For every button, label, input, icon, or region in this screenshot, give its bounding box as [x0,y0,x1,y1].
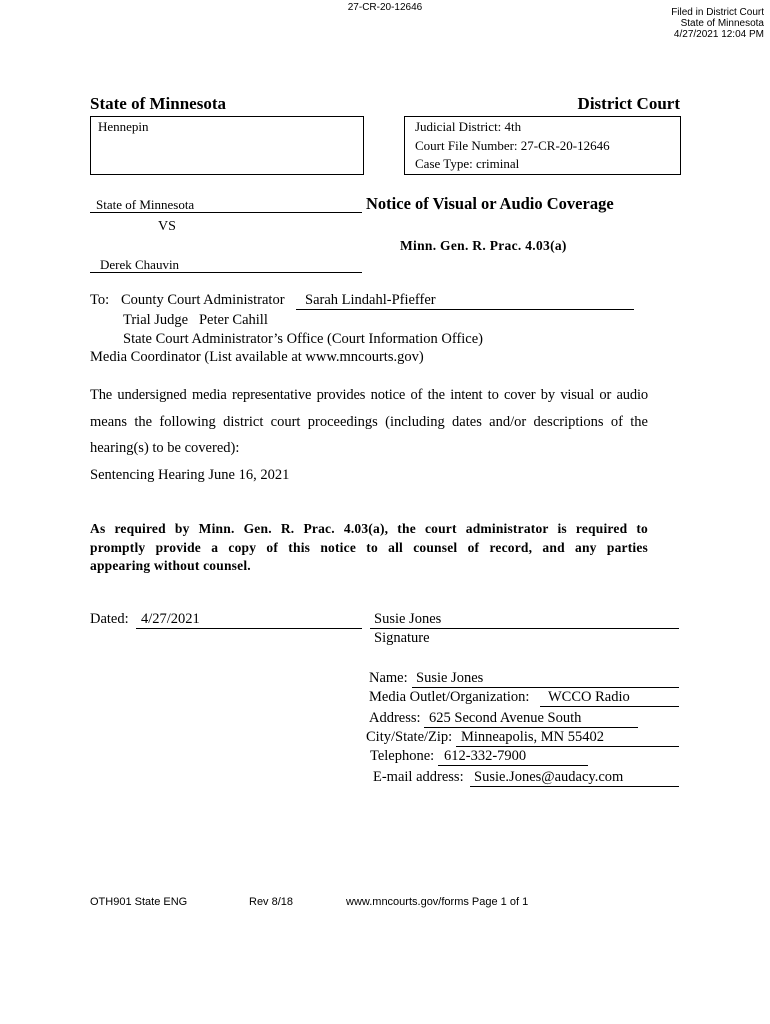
phone-line [438,748,588,766]
body-line-3: hearing(s) to be covered): [90,440,240,456]
plaintiff-name: State of Minnesota [96,197,195,212]
court-admin-label: County Court Administrator [121,292,285,308]
dated-line [136,611,362,629]
footer-forms-page: www.mncourts.gov/forms Page 1 of 1 [346,896,529,908]
signature-value: Susie Jones [374,611,442,627]
name-label: Name: [369,670,408,686]
phone-label: Telephone: [370,748,435,764]
dated-value: 4/27/2021 [141,611,200,627]
state-heading: State of Minnesota [90,94,226,113]
outlet-line [540,689,679,707]
hearing-description: Sentencing Hearing June 16, 2021 [90,467,290,483]
court-file-number: Court File Number: 27-CR-20-12646 [415,137,610,153]
court-admin-line [296,292,634,310]
county-box [90,116,364,175]
dated-label: Dated: [90,611,129,627]
defendant-line [90,256,362,273]
header-case-number: 27-CR-20-12646 [347,2,423,13]
email-label: E-mail address: [373,769,464,785]
body-line-1: The undersigned media representative provides notice of the intent to cover by visual or audio [90,387,648,403]
court-heading: District Court [577,94,680,113]
document-title: Notice of Visual or Audio Coverage [366,194,614,213]
filed-line-1: Filed in District Court [671,7,764,18]
city-label: City/State/Zip: [366,729,453,745]
versus-label: VS [158,219,176,234]
address-line [424,710,638,728]
notice-line-1: As required by Minn. Gen. R. Prac. 4.03(a), the court administrator is required to [90,521,648,536]
filed-stamp [671,7,764,40]
city-line [456,729,679,747]
state-court-admin: State Court Administrator’s Office (Court Information Office) [123,331,484,347]
signature-line [370,611,679,629]
email-line [470,769,679,787]
filed-line-3: 4/27/2021 12:04 PM [673,29,764,40]
case-info-box [404,116,681,175]
notice-paragraph [90,520,648,576]
phone-value: 612-332-7900 [444,748,527,764]
trial-judge: Trial Judge Peter Cahill [123,312,268,328]
rule-reference: Minn. Gen. R. Prac. 4.03(a) [400,238,567,253]
address-value: 625 Second Avenue South [429,710,582,726]
signature-label: Signature [374,630,430,646]
body-line-2: means the following district court proceedings (including dates and/or descriptions of the [90,413,648,430]
filed-line-2: State of Minnesota [680,18,764,29]
court-admin-name: Sarah Lindahl-Pfieffer [305,292,436,308]
footer-revision: Rev 8/18 [249,896,294,908]
defendant-name: Derek Chauvin [100,257,180,272]
outlet-label: Media Outlet/Organization: [369,689,530,705]
judicial-district: Judicial District: 4th [415,119,522,134]
name-value: Susie Jones [416,670,484,686]
name-line [412,670,679,688]
footer-form-id: OTH901 State ENG [90,896,188,908]
case-type: Case Type: criminal [415,156,520,171]
county-value: Hennepin [98,119,149,134]
media-coordinator: Media Coordinator (List available at www.mncourts.gov) [90,349,424,365]
plaintiff-line [90,197,362,213]
city-value: Minneapolis, MN 55402 [461,729,604,745]
notice-line-2: promptly provide a copy of this notice to all counsel of record, and any parties [90,539,648,555]
address-label: Address: [369,710,421,726]
body-paragraph [90,382,648,462]
outlet-value: WCCO Radio [548,689,630,705]
email-value: Susie.Jones@audacy.com [474,769,624,785]
notice-line-3: appearing without counsel. [90,558,251,573]
to-label: To: [90,292,110,308]
